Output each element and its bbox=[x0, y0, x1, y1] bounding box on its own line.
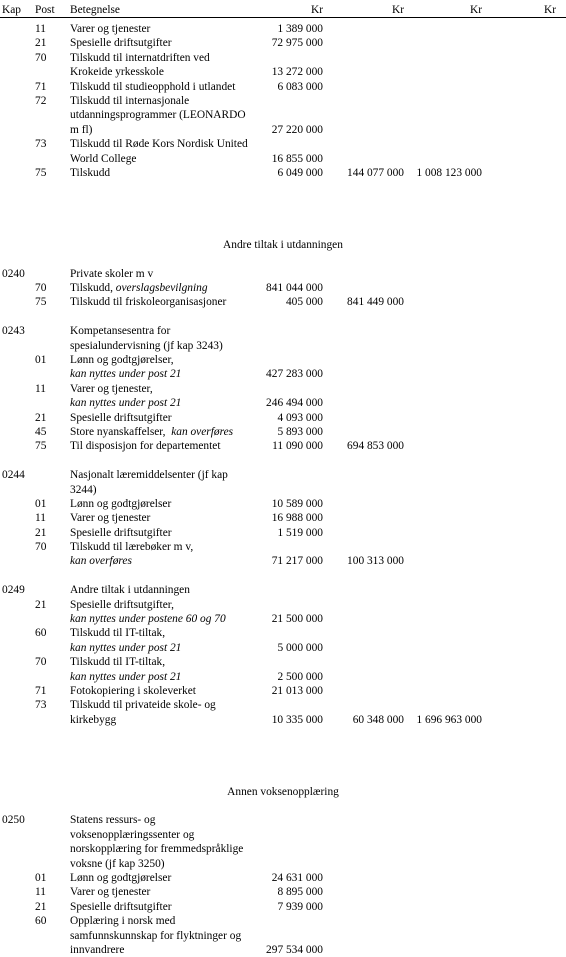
betegnelse-cell bbox=[70, 281, 208, 295]
table-row bbox=[0, 554, 566, 568]
amount-post-cell: 405 000 bbox=[285, 296, 323, 309]
amount-post-cell: 21 500 000 bbox=[271, 613, 323, 626]
section-heading-row bbox=[0, 785, 566, 799]
post-cell: 70 bbox=[35, 541, 47, 554]
post-cell: 60 bbox=[35, 627, 47, 640]
amount-post-cell: 8 895 000 bbox=[277, 886, 323, 899]
kap-cell: 0249 bbox=[2, 584, 25, 597]
spacer-row bbox=[0, 770, 566, 784]
betegnelse-text: Varer og tjenester bbox=[70, 23, 151, 35]
betegnelse-text: Lønn og godtgjørelser bbox=[70, 872, 172, 885]
betegnelse-cell bbox=[70, 324, 170, 338]
betegnelse-text: Lønn og godtgjørelser, bbox=[70, 353, 174, 366]
betegnelse-italic-text: kan nyttes under postene 60 og 70 bbox=[70, 613, 226, 626]
table-row bbox=[0, 281, 566, 295]
spacer-row bbox=[0, 756, 566, 770]
table-row bbox=[0, 483, 566, 497]
table-row bbox=[0, 468, 566, 482]
table-row bbox=[0, 641, 566, 655]
betegnelse-cell bbox=[70, 339, 223, 353]
betegnelse-cell bbox=[70, 166, 110, 180]
betegnelse-text: Spesielle driftsutgifter, bbox=[70, 598, 174, 611]
betegnelse-text: spesialundervisning (jf kap 3243) bbox=[70, 339, 223, 352]
betegnelse-cell bbox=[70, 108, 246, 122]
betegnelse-cell bbox=[70, 468, 228, 482]
amount-post-cell: 21 013 000 bbox=[271, 684, 323, 697]
betegnelse-cell bbox=[70, 713, 116, 727]
betegnelse-cell bbox=[70, 641, 181, 655]
table-row bbox=[0, 425, 566, 439]
post-cell: 70 bbox=[35, 51, 47, 64]
betegnelse-cell bbox=[70, 367, 181, 381]
betegnelse-cell bbox=[70, 137, 248, 151]
section-heading: Andre tiltak i utdanningen bbox=[223, 238, 343, 251]
amount-post-cell: 2 500 000 bbox=[277, 670, 323, 683]
post-cell: 72 bbox=[35, 94, 47, 107]
betegnelse-italic-text: kan nyttes under post 21 bbox=[70, 368, 182, 381]
betegnelse-cell bbox=[70, 295, 226, 309]
table-row bbox=[0, 655, 566, 669]
amount-post-cell: 72 975 000 bbox=[271, 37, 323, 50]
betegnelse-italic-text: kan nyttes under post 21 bbox=[70, 397, 182, 410]
post-cell: 21 bbox=[35, 598, 47, 611]
betegnelse-cell bbox=[70, 684, 196, 698]
betegnelse-text: Spesielle driftsutgifter bbox=[70, 900, 172, 913]
table-row bbox=[0, 626, 566, 640]
amount-kap-cell: 694 853 000 bbox=[347, 440, 404, 453]
table-row bbox=[0, 713, 566, 727]
table-row bbox=[0, 382, 566, 396]
betegnelse-text: Krokeide yrkesskole bbox=[70, 66, 164, 79]
amount-post-cell: 71 217 000 bbox=[271, 555, 323, 568]
betegnelse-text: Varer og tjenester bbox=[70, 512, 151, 525]
betegnelse-text: Tilskudd til studieopphold i utlandet bbox=[70, 80, 236, 93]
table-header bbox=[0, 0, 566, 18]
betegnelse-cell bbox=[70, 612, 226, 626]
table-row bbox=[0, 526, 566, 540]
betegnelse-text: Varer og tjenester, bbox=[70, 382, 153, 395]
post-cell: 71 bbox=[35, 80, 47, 93]
amount-post-cell: 10 335 000 bbox=[271, 713, 323, 726]
betegnelse-italic-text: kan overføres bbox=[70, 555, 132, 568]
header-post: Post bbox=[35, 4, 55, 16]
table-row bbox=[0, 108, 566, 122]
betegnelse-cell bbox=[70, 900, 172, 914]
betegnelse-cell bbox=[70, 65, 164, 79]
table-row bbox=[0, 396, 566, 410]
header-kr-2: Kr bbox=[391, 4, 404, 16]
betegnelse-cell bbox=[70, 828, 194, 842]
betegnelse-cell bbox=[70, 914, 175, 928]
amount-post-cell: 16 855 000 bbox=[271, 152, 323, 165]
amount-post-cell: 1 519 000 bbox=[277, 526, 323, 539]
betegnelse-cell bbox=[70, 439, 221, 453]
betegnelse-text: Tilskudd til internatdriften ved bbox=[70, 51, 210, 64]
post-cell: 21 bbox=[35, 37, 47, 50]
betegnelse-cell bbox=[70, 22, 150, 36]
betegnelse-text: Tilskudd til friskoleorganisasjoner bbox=[70, 296, 227, 309]
betegnelse-text: Tilskudd til IT-tiltak, bbox=[70, 627, 166, 640]
post-cell: 75 bbox=[35, 166, 47, 179]
betegnelse-text: Til disposisjon for departementet bbox=[70, 440, 221, 453]
table-row bbox=[0, 339, 566, 353]
amount-post-cell: 7 939 000 bbox=[277, 900, 323, 913]
amount-post-cell: 297 534 000 bbox=[266, 944, 323, 956]
betegnelse-cell bbox=[70, 36, 172, 50]
amount-post-cell: 841 044 000 bbox=[266, 282, 323, 295]
table-row bbox=[0, 900, 566, 914]
post-cell: 70 bbox=[35, 656, 47, 669]
betegnelse-cell bbox=[70, 511, 150, 525]
amount-post-cell: 5 893 000 bbox=[277, 425, 323, 438]
post-cell: 21 bbox=[35, 900, 47, 913]
table-row bbox=[0, 511, 566, 525]
section-heading: Annen voksenopplæring bbox=[227, 785, 339, 798]
table-row bbox=[0, 36, 566, 50]
table-row bbox=[0, 367, 566, 381]
spacer-row bbox=[0, 727, 566, 741]
betegnelse-text: Spesielle driftsutgifter bbox=[70, 526, 172, 539]
amount-post-cell: 246 494 000 bbox=[266, 397, 323, 410]
table-row bbox=[0, 267, 566, 281]
betegnelse-text: Andre tiltak i utdanningen bbox=[70, 584, 190, 597]
kap-cell: 0244 bbox=[2, 469, 25, 482]
betegnelse-cell bbox=[70, 943, 124, 957]
betegnelse-text: voksne (jf kap 3250) bbox=[70, 857, 165, 870]
post-cell: 73 bbox=[35, 699, 47, 712]
table-row bbox=[0, 80, 566, 94]
post-cell: 73 bbox=[35, 138, 47, 151]
spacer-row bbox=[0, 180, 566, 194]
betegnelse-text: Spesielle driftsutgifter bbox=[70, 411, 172, 424]
betegnelse-text: Tilskudd til lærebøker m v, bbox=[70, 541, 194, 554]
post-cell: 11 bbox=[35, 23, 46, 35]
betegnelse-cell bbox=[70, 626, 165, 640]
amount-post-cell: 10 589 000 bbox=[271, 497, 323, 510]
table-row bbox=[0, 828, 566, 842]
betegnelse-text: innvandrere bbox=[70, 944, 125, 956]
betegnelse-cell bbox=[70, 857, 165, 871]
budget-table bbox=[0, 22, 566, 957]
table-row bbox=[0, 857, 566, 871]
post-cell: 70 bbox=[35, 282, 47, 295]
betegnelse-cell bbox=[70, 871, 171, 885]
betegnelse-cell bbox=[70, 267, 153, 281]
betegnelse-cell bbox=[70, 526, 172, 540]
betegnelse-italic-text: kan overføres bbox=[171, 425, 234, 438]
table-row bbox=[0, 612, 566, 626]
spacer-row bbox=[0, 799, 566, 813]
betegnelse-text: World College bbox=[70, 152, 137, 165]
betegnelse-cell bbox=[70, 80, 235, 94]
betegnelse-cell bbox=[70, 655, 165, 669]
amount-post-cell: 16 988 000 bbox=[271, 512, 323, 525]
header-kap: Kap bbox=[2, 4, 21, 16]
header-kr-3: Kr bbox=[469, 4, 482, 16]
betegnelse-text: Tilskudd bbox=[70, 166, 111, 179]
betegnelse-text: Private skoler m v bbox=[70, 267, 154, 280]
table-row bbox=[0, 684, 566, 698]
spacer-row bbox=[0, 209, 566, 223]
betegnelse-cell bbox=[70, 583, 190, 597]
betegnelse-text: Fotokopiering i skoleverket bbox=[70, 684, 196, 697]
betegnelse-cell bbox=[70, 598, 174, 612]
table-row bbox=[0, 295, 566, 309]
amount-post-cell: 13 272 000 bbox=[271, 66, 323, 79]
betegnelse-cell bbox=[70, 842, 243, 856]
betegnelse-cell bbox=[70, 670, 181, 684]
table-row bbox=[0, 137, 566, 151]
amount-post-cell: 6 083 000 bbox=[277, 80, 323, 93]
spacer-row bbox=[0, 310, 566, 324]
betegnelse-cell bbox=[70, 411, 172, 425]
betegnelse-text: norskopplæring for fremmedspråklige bbox=[70, 843, 244, 856]
betegnelse-cell bbox=[70, 425, 233, 439]
betegnelse-text: Spesielle driftsutgifter bbox=[70, 37, 172, 50]
spacer-row bbox=[0, 742, 566, 756]
betegnelse-cell bbox=[70, 396, 181, 410]
spacer-row bbox=[0, 454, 566, 468]
post-cell: 71 bbox=[35, 684, 47, 697]
post-cell: 11 bbox=[35, 512, 46, 525]
betegnelse-text: utdanningsprogrammer (LEONARDO bbox=[70, 109, 246, 122]
betegnelse-cell bbox=[70, 885, 150, 899]
post-cell: 60 bbox=[35, 915, 47, 928]
table-row bbox=[0, 123, 566, 137]
betegnelse-italic-text: overslagsbevilgning bbox=[115, 282, 208, 295]
betegnelse-cell bbox=[70, 123, 92, 137]
amount-post-cell: 427 283 000 bbox=[266, 368, 323, 381]
section-heading-row bbox=[0, 238, 566, 252]
post-cell: 75 bbox=[35, 440, 47, 453]
amount-post-cell: 6 049 000 bbox=[277, 166, 323, 179]
spacer-row bbox=[0, 569, 566, 583]
header-kr-1: Kr bbox=[310, 4, 323, 16]
betegnelse-text: Tilskudd til internasjonale bbox=[70, 94, 190, 107]
table-row bbox=[0, 353, 566, 367]
betegnelse-cell bbox=[70, 353, 174, 367]
betegnelse-text: Tilskudd til Røde Kors Nordisk United bbox=[70, 138, 248, 151]
amount-post-cell: 5 000 000 bbox=[277, 641, 323, 654]
post-cell: 21 bbox=[35, 526, 47, 539]
table-row bbox=[0, 583, 566, 597]
table-row bbox=[0, 497, 566, 511]
amount-kap-cell: 60 348 000 bbox=[352, 713, 404, 726]
kap-cell: 0250 bbox=[2, 814, 25, 827]
header-betegnelse: Betegnelse bbox=[70, 4, 120, 16]
betegnelse-text: Nasjonalt læremiddelsenter (jf kap bbox=[70, 469, 228, 482]
spacer-row bbox=[0, 252, 566, 266]
betegnelse-text: Statens ressurs- og bbox=[70, 814, 156, 827]
amount-post-cell: 11 090 000 bbox=[272, 440, 323, 453]
betegnelse-cell bbox=[70, 382, 153, 396]
betegnelse-cell bbox=[70, 540, 193, 554]
header-kr-4: Kr bbox=[543, 4, 556, 16]
table-row bbox=[0, 914, 566, 928]
betegnelse-cell bbox=[70, 554, 132, 568]
amount-total-cell: 1 696 963 000 bbox=[416, 713, 482, 726]
table-row bbox=[0, 166, 566, 180]
betegnelse-cell bbox=[70, 813, 155, 827]
table-row bbox=[0, 813, 566, 827]
betegnelse-cell bbox=[70, 51, 210, 65]
table-row bbox=[0, 929, 566, 943]
betegnelse-cell bbox=[70, 698, 216, 712]
betegnelse-italic-text: kan nyttes under post 21 bbox=[70, 641, 182, 654]
table-row bbox=[0, 943, 566, 957]
betegnelse-text: Tilskudd til IT-tiltak, bbox=[70, 656, 166, 669]
amount-kap-cell: 100 313 000 bbox=[347, 555, 404, 568]
betegnelse-cell bbox=[70, 152, 136, 166]
kap-cell: 0240 bbox=[2, 267, 25, 280]
table-row bbox=[0, 598, 566, 612]
table-row bbox=[0, 698, 566, 712]
betegnelse-cell bbox=[70, 929, 241, 943]
betegnelse-text: m fl) bbox=[70, 123, 93, 136]
betegnelse-cell bbox=[70, 94, 189, 108]
amount-post-cell: 27 220 000 bbox=[271, 123, 323, 136]
betegnelse-text: Tilskudd, bbox=[70, 282, 116, 295]
amount-post-cell: 24 631 000 bbox=[271, 872, 323, 885]
post-cell: 45 bbox=[35, 425, 47, 438]
spacer-row bbox=[0, 223, 566, 237]
table-row bbox=[0, 871, 566, 885]
betegnelse-text: Varer og tjenester bbox=[70, 886, 151, 899]
table-row bbox=[0, 51, 566, 65]
betegnelse-text: 3244) bbox=[70, 483, 97, 496]
table-row bbox=[0, 885, 566, 899]
table-row bbox=[0, 540, 566, 554]
post-cell: 01 bbox=[35, 872, 47, 885]
post-cell: 75 bbox=[35, 296, 47, 309]
spacer-row bbox=[0, 195, 566, 209]
table-row bbox=[0, 411, 566, 425]
table-row bbox=[0, 842, 566, 856]
betegnelse-text: Opplæring i norsk med bbox=[70, 915, 176, 928]
amount-kap-cell: 841 449 000 bbox=[347, 296, 404, 309]
amount-total-cell: 1 008 123 000 bbox=[416, 166, 482, 179]
table-row bbox=[0, 152, 566, 166]
post-cell: 11 bbox=[35, 886, 46, 899]
table-row bbox=[0, 94, 566, 108]
betegnelse-text: Kompetansesentra for bbox=[70, 325, 171, 338]
betegnelse-text: samfunnskunnskap for flyktninger og bbox=[70, 929, 242, 942]
post-cell: 01 bbox=[35, 497, 47, 510]
table-row bbox=[0, 22, 566, 36]
table-row bbox=[0, 439, 566, 453]
table-row bbox=[0, 65, 566, 79]
betegnelse-text: Lønn og godtgjørelser bbox=[70, 497, 172, 510]
betegnelse-cell bbox=[70, 497, 171, 511]
betegnelse-cell bbox=[70, 483, 97, 497]
betegnelse-text: Tilskudd til privateide skole- og bbox=[70, 699, 216, 712]
amount-kap-cell: 144 077 000 bbox=[347, 166, 404, 179]
betegnelse-italic-text: kan nyttes under post 21 bbox=[70, 670, 182, 683]
table-row bbox=[0, 324, 566, 338]
amount-post-cell: 4 093 000 bbox=[277, 411, 323, 424]
kap-cell: 0243 bbox=[2, 325, 25, 338]
betegnelse-text: kirkebygg bbox=[70, 713, 117, 726]
betegnelse-text: voksenopplæringssenter og bbox=[70, 828, 195, 841]
amount-post-cell: 1 389 000 bbox=[277, 23, 323, 35]
table-row bbox=[0, 670, 566, 684]
post-cell: 11 bbox=[35, 382, 46, 395]
betegnelse-text: Store nyanskaffelser, bbox=[70, 425, 172, 438]
post-cell: 01 bbox=[35, 353, 47, 366]
post-cell: 21 bbox=[35, 411, 47, 424]
